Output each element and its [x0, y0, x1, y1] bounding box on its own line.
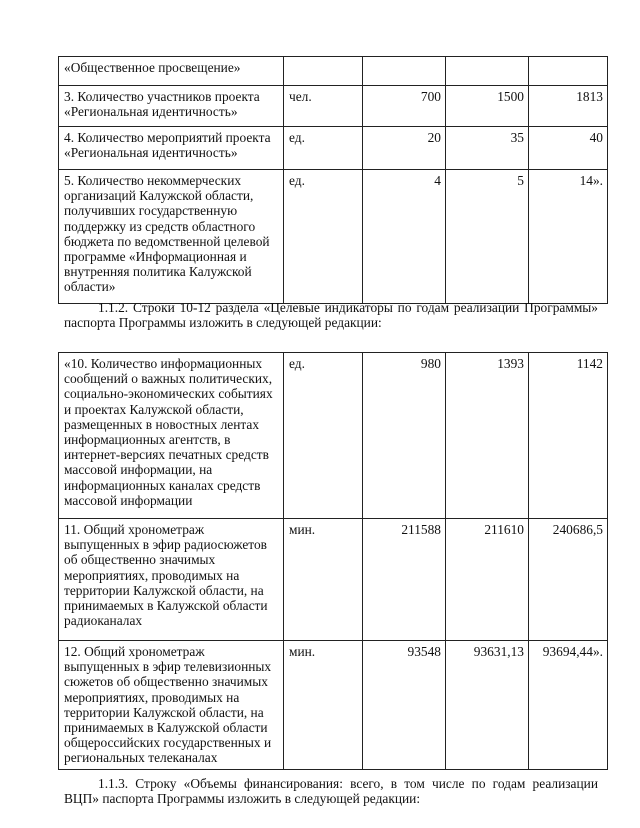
indicator-value-2: 35: [446, 127, 529, 170]
indicator-value-2: [446, 57, 529, 86]
indicator-value-2: 1500: [446, 86, 529, 127]
indicator-unit: мин.: [284, 519, 363, 641]
indicator-value-1: [363, 57, 446, 86]
table-row: [59, 86, 608, 127]
table-row: [59, 353, 608, 519]
indicator-name: 3. Количество участников проекта «Региональная идентичность»: [59, 86, 284, 127]
indicator-value-3: 40: [529, 127, 608, 170]
indicator-name: 11. Общий хронометраж выпущенных в эфир радиосюжетов об общественно значимых мероприятиях, проводимых на территории Калужской области, на принимаемых в Калужской области радиоканалах: [59, 519, 284, 641]
indicator-name: 12. Общий хронометраж выпущенных в эфир телевизионных сюжетов об общественно значимых мероприятиях, проводимых на территории Калужской области, на принимаемых в Калужской области общероссийских государственных и региональных телеканалах: [59, 641, 284, 770]
indicator-value-1: 93548: [363, 641, 446, 770]
indicator-value-3: 93694,44».: [529, 641, 608, 770]
indicator-unit: ед.: [284, 353, 363, 519]
indicator-value-1: 211588: [363, 519, 446, 641]
indicators-table-top: [58, 56, 608, 304]
indicator-value-2: 93631,13: [446, 641, 529, 770]
indicators-table-bottom: [58, 352, 608, 770]
table-row: [59, 170, 608, 304]
indicator-unit: [284, 57, 363, 86]
indicator-value-3: 240686,5: [529, 519, 608, 641]
indicator-value-3: 14».: [529, 170, 608, 304]
indicator-value-2: 1393: [446, 353, 529, 519]
indicator-name: «Общественное просвещение»: [59, 57, 284, 86]
indicator-value-2: 211610: [446, 519, 529, 641]
indicator-unit: ед.: [284, 127, 363, 170]
indicator-value-3: 1142: [529, 353, 608, 519]
indicator-value-1: 4: [363, 170, 446, 304]
table-row: [59, 127, 608, 170]
indicator-value-1: 20: [363, 127, 446, 170]
indicator-name: «10. Количество информационных сообщений о важных политических, социально-экономических событиях и проектах Калужской области, размещенных в новостных лентах информационных агентств, в интернет-версиях печатных средств массовой информации, на информационных каналах средств массовой информации: [59, 353, 284, 519]
indicator-unit: мин.: [284, 641, 363, 770]
table-row: [59, 519, 608, 641]
indicator-value-3: 1813: [529, 86, 608, 127]
indicator-value-1: 700: [363, 86, 446, 127]
paragraph-1-1-2: 1.1.2. Строки 10-12 раздела «Целевые индикаторы по годам реализации Программы» паспорта Программы изложить в следующей редакции:: [64, 300, 598, 331]
indicator-name: 5. Количество некоммерческих организаций Калужской области, получивших государственную поддержку из средств областного бюджета по ведомственной целевой программе «Информационная и внутренняя политика Калужской области»: [59, 170, 284, 304]
table-row: [59, 641, 608, 770]
indicator-name: 4. Количество мероприятий проекта «Региональная идентичность»: [59, 127, 284, 170]
indicator-unit: чел.: [284, 86, 363, 127]
indicator-value-1: 980: [363, 353, 446, 519]
indicator-unit: ед.: [284, 170, 363, 304]
indicator-value-2: 5: [446, 170, 529, 304]
indicator-value-3: [529, 57, 608, 86]
paragraph-1-1-3: 1.1.3. Строку «Объемы финансирования: всего, в том числе по годам реализации ВЦП» паспорта Программы изложить в следующей редакции:: [64, 776, 598, 807]
table-row: [59, 57, 608, 86]
